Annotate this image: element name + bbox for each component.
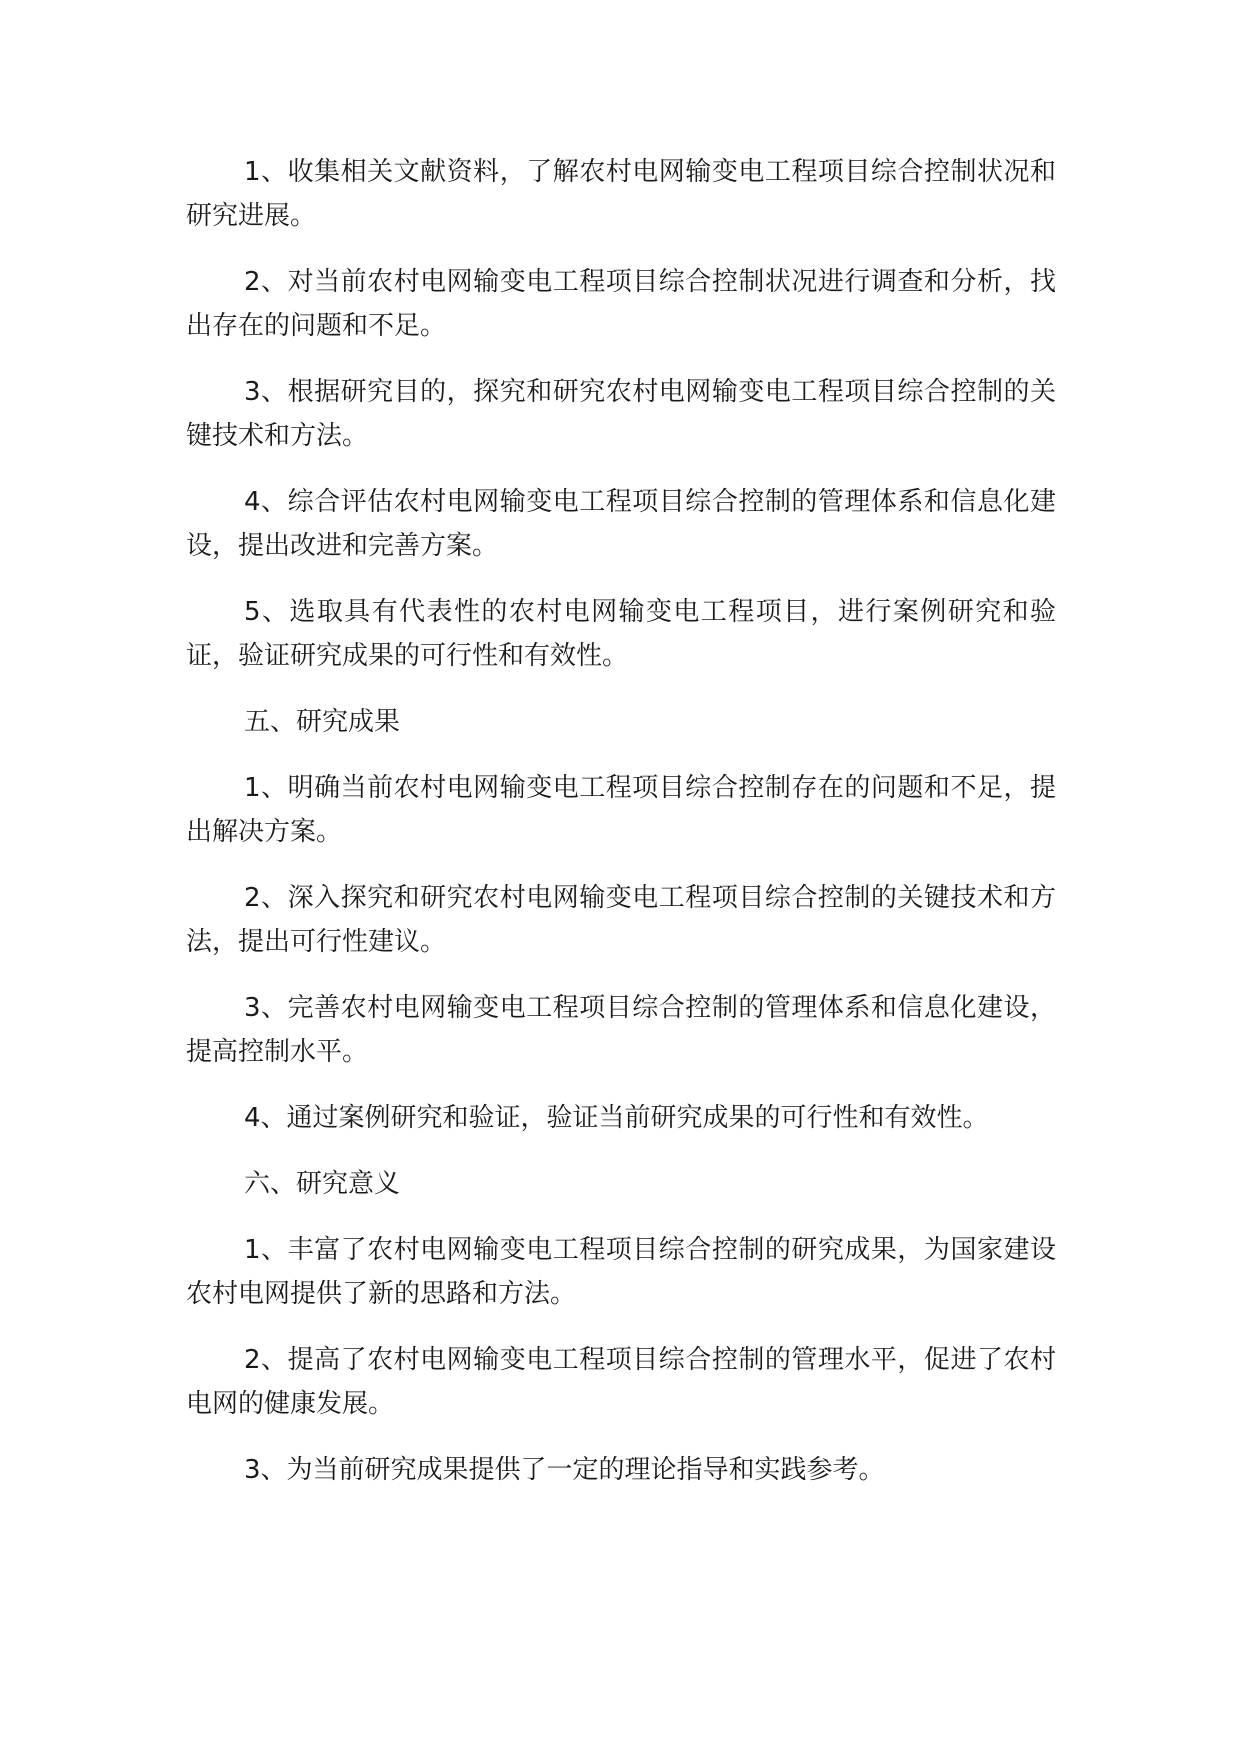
list-item: 3、为当前研究成果提供了一定的理论指导和实践参考。 <box>244 1455 885 1485</box>
list-item: 4、通过案例研究和验证，验证当前研究成果的可行性和有效性。 <box>244 1103 989 1133</box>
section-heading: 五、研究成果 <box>244 707 401 737</box>
section-heading: 六、研究意义 <box>244 1169 401 1199</box>
list-item: 2、提高了农村电网输变电工程项目综合控制的管理水平，促进了农村电网的健康发展。 <box>186 1345 1056 1419</box>
list-item: 1、丰富了农村电网输变电工程项目综合控制的研究成果，为国家建设农村电网提供了新的思路和方法。 <box>186 1235 1056 1309</box>
list-item: 3、完善农村电网输变电工程项目综合控制的管理体系和信息化建设，提高控制水平。 <box>186 993 1056 1067</box>
document-body <box>186 150 1056 1514</box>
list-item: 2、对当前农村电网输变电工程项目综合控制状况进行调查和分析，找出存在的问题和不足。 <box>186 267 1056 341</box>
list-item: 4、综合评估农村电网输变电工程项目综合控制的管理体系和信息化建设，提出改进和完善方案。 <box>186 487 1056 561</box>
list-item: 3、根据研究目的，探究和研究农村电网输变电工程项目综合控制的关键技术和方法。 <box>186 377 1056 451</box>
list-item: 2、深入探究和研究农村电网输变电工程项目综合控制的关键技术和方法，提出可行性建议。 <box>186 883 1056 957</box>
list-item: 1、明确当前农村电网输变电工程项目综合控制存在的问题和不足，提出解决方案。 <box>186 773 1056 847</box>
list-item: 5、选取具有代表性的农村电网输变电工程项目，进行案例研究和验证，验证研究成果的可行性和有效性。 <box>186 597 1056 671</box>
list-item: 1、收集相关文献资料，了解农村电网输变电工程项目综合控制状况和研究进展。 <box>186 157 1056 231</box>
